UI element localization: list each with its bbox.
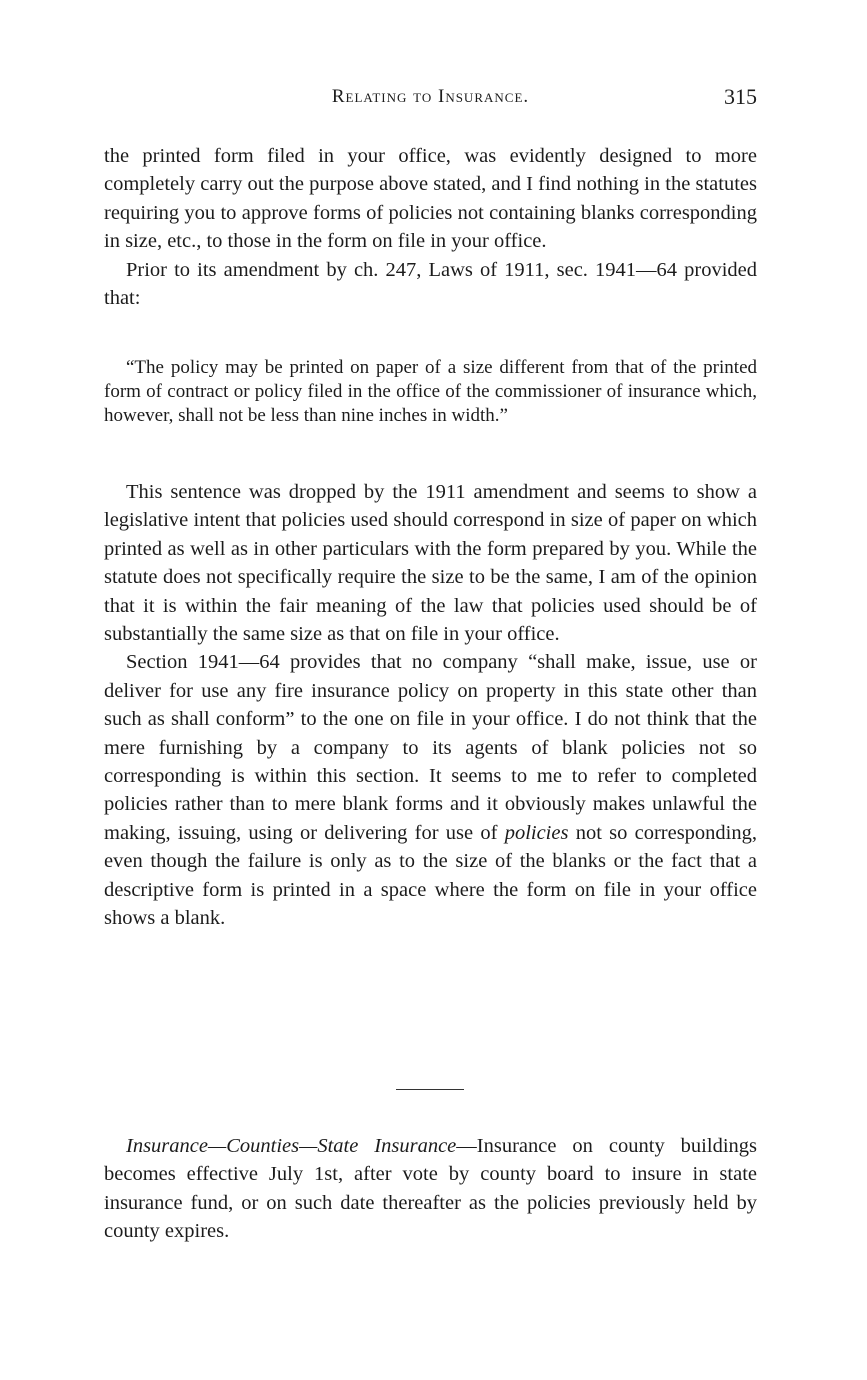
- subject-heading: Insurance—Counties—State Insurance: [126, 1135, 457, 1157]
- statute-quotation: “The policy may be printed on paper of a size different from that of the printed form of contract or policy filed in the office of the commissioner of insurance which, however, shall not be less than nine inches in width.”: [104, 357, 757, 426]
- page-header: [104, 86, 757, 116]
- paragraph-prior-amendment: Prior to its amendment by ch. 247, Laws of 1911, sec. 1941—64 provided that:: [104, 258, 757, 310]
- paragraph-continuation: the printed form filed in your office, was evidently designed to more completely carry out the purpose above stated, and I find nothing in the statutes requiring you to approve forms of policies not containing blanks corresponding in size, etc., to those in the form on file in your office.: [104, 145, 757, 253]
- page-number: 315: [724, 84, 757, 109]
- body-text-lower: [104, 478, 757, 933]
- section-divider: [396, 1089, 464, 1090]
- running-head: Relating to Insurance.: [331, 86, 530, 107]
- opinion-headnote: [104, 1132, 757, 1246]
- body-text-upper: [104, 142, 757, 312]
- emphasis-policies: policies: [504, 821, 569, 844]
- paragraph-text-after: not so corresponding, even though the failure is only as to the size of the blanks or the fact that a descriptive form is printed in a space where the form on file in your office shows a blank.: [104, 821, 757, 930]
- paragraph-sentence-dropped: This sentence was dropped by the 1911 amendment and seems to show a legislative intent that policies used should correspond in size of paper on which printed as well as in other particulars with the form prepared by you. While the statute does not specifically require the size to be the same, I am of the opinion that it is within the fair meaning of the law that policies used should be of substantially the same size as that on file in your office.: [104, 481, 757, 646]
- next-opinion: [104, 1132, 757, 1246]
- headnote-summary: —Insurance on county buildings becomes effective July 1st, after vote by county board to insure in state insurance fund, or on such date thereafter as the policies previously held by county expires.: [104, 1135, 757, 1243]
- paragraph-section-1941-64: [104, 648, 757, 932]
- paragraph-text-before: Section 1941—64 provides that no company “shall make, issue, use or deliver for use any fire insurance policy on property in this state other than such as shall conform” to the one on file in your office. I do not think that the mere furnishing by a company to its agents of blank policies not so corresponding is within this section. It seems to me to refer to completed policies rather than to mere blank forms and it obviously makes unlawful the making, issuing, using or delivering for use of: [104, 651, 757, 844]
